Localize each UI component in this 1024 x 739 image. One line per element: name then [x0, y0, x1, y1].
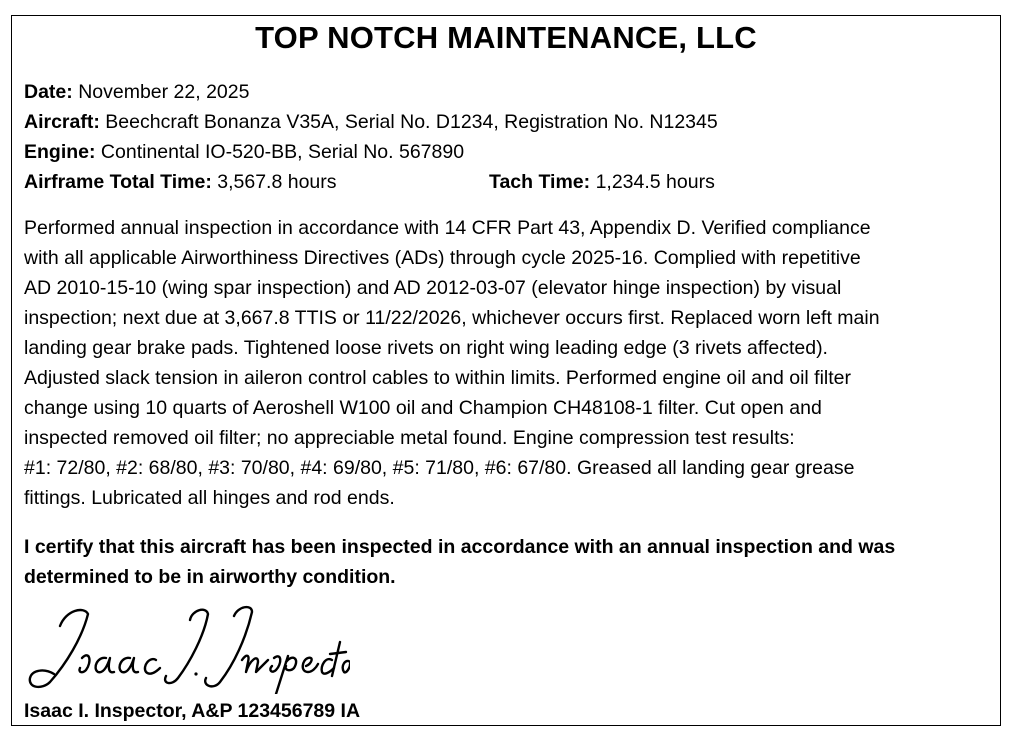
aircraft-line: [24, 110, 718, 134]
certification-line: I certify that this aircraft has been inspected in accordance with an annual inspection and was: [24, 536, 896, 558]
date-value: November 22, 2025: [78, 81, 250, 103]
certification-statement: [24, 532, 999, 592]
engine-value: Continental IO-520-BB, Serial No. 567890: [100, 141, 465, 163]
narrative-line: Performed annual inspection in accordance with 14 CFR Part 43, Appendix D. Verified compliance: [24, 217, 871, 239]
narrative-line: fittings. Lubricated all hinges and rod ends.: [24, 487, 395, 509]
narrative-line: AD 2010-15-10 (wing spar inspection) and AD 2012-03-07 (elevator hinge inspection) by visual: [24, 277, 842, 299]
narrative-line: #1: 72/80, #2: 68/80, #3: 70/80, #4: 69/80, #5: 71/80, #6: 67/80. Greased all landing gear grease: [24, 457, 855, 479]
narrative-line: inspected removed oil filter; no appreciable metal found. Engine compression test results:: [24, 427, 795, 449]
date-line: [24, 80, 249, 104]
engine-line: [24, 140, 464, 164]
aircraft-value: Beechcraft Bonanza V35A, Serial No. D1234, Registration No. N12345: [105, 111, 718, 133]
certification-line: determined to be in airworthy condition.: [24, 566, 396, 588]
narrative-line: with all applicable Airworthiness Directives (ADs) through cycle 2025-16. Complied with repetitive: [24, 247, 861, 269]
date-label: Date:: [24, 81, 73, 103]
narrative-line: change using 10 quarts of Aeroshell W100 oil and Champion CH48108-1 filter. Cut open and: [24, 397, 822, 419]
handwritten-signature: [20, 602, 350, 694]
tach-time-line: [489, 170, 715, 194]
narrative-line: Adjusted slack tension in aileron control cables to within limits. Performed engine oil and oil filter: [24, 367, 851, 389]
engine-label: Engine:: [24, 141, 96, 163]
airframe-time-line: [24, 170, 337, 194]
tach-time-value: 1,234.5 hours: [595, 171, 715, 193]
airframe-time-value: 3,567.8 hours: [217, 171, 337, 193]
inspection-narrative: [24, 213, 992, 513]
narrative-line: inspection; next due at 3,667.8 TTIS or 11/22/2026, whichever occurs first. Replaced worn left main: [24, 307, 880, 329]
narrative-line: landing gear brake pads. Tightened loose rivets on right wing leading edge (3 rivets affected).: [24, 337, 828, 359]
aircraft-label: Aircraft:: [24, 111, 100, 133]
airframe-time-label: Airframe Total Time:: [24, 171, 212, 193]
tach-time-label: Tach Time:: [489, 171, 591, 193]
company-title: TOP NOTCH MAINTENANCE, LLC: [255, 20, 757, 55]
signer-name: Isaac I. Inspector, A&P 123456789 IA: [24, 700, 361, 722]
